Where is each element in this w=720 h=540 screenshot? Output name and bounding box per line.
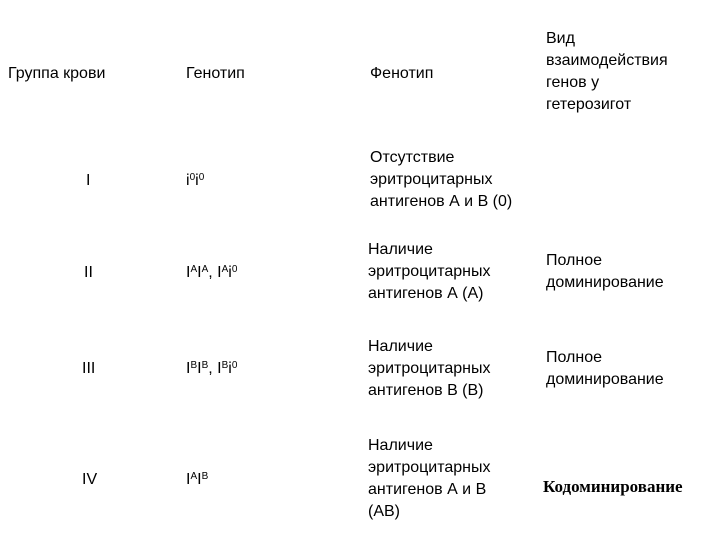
row-1-group: I (86, 172, 91, 189)
row-3-interaction (546, 347, 664, 391)
genotype-part: I (186, 360, 191, 377)
header-phenotype: Фенотип (370, 65, 434, 82)
genotype-part: I (186, 264, 191, 281)
header-interaction-line: Вид (546, 30, 575, 47)
row-3-genotype (186, 358, 237, 380)
genotype-part: i (186, 172, 190, 189)
phenotype-line: Наличие (368, 338, 433, 355)
genotype-sup: A (201, 264, 209, 275)
phenotype-line: антигенов В (В) (368, 382, 484, 399)
genotype-part: , I (208, 360, 222, 377)
phenotype-line: эритроцитарных (368, 360, 491, 377)
header-interaction-line: взаимодействия (546, 52, 668, 69)
genotype-sup: 0 (189, 172, 196, 183)
genotype-part: i (228, 264, 232, 281)
genotype-sup: A (190, 264, 198, 275)
genotype-part: I (186, 471, 191, 488)
phenotype-line: антигенов А и В (368, 481, 487, 498)
phenotype-line: (АВ) (368, 503, 400, 520)
header-genotype: Генотип (186, 65, 245, 82)
phenotype-line: эритроцитарных (368, 459, 491, 476)
genotype-part: , I (208, 264, 222, 281)
header-interaction-type (546, 28, 668, 116)
genotype-sup: B (190, 360, 198, 371)
genotype-part: i (195, 172, 199, 189)
phenotype-line: Наличие (368, 241, 433, 258)
phenotype-line: Отсутствие (370, 149, 455, 166)
genotype-sup: A (190, 471, 198, 482)
row-4-interaction: Кодоминирование (543, 477, 683, 496)
phenotype-line: эритроцитарных (370, 171, 493, 188)
genotype-sup: 0 (198, 172, 205, 183)
row-3-group: III (82, 360, 96, 377)
genotype-part: I (197, 264, 202, 281)
phenotype-line: эритроцитарных (368, 263, 491, 280)
row-3-phenotype (368, 336, 491, 402)
phenotype-line: антигенов А (А) (368, 285, 484, 302)
header-blood-group: Группа крови (8, 65, 106, 82)
interaction-line: доминирование (546, 371, 664, 388)
row-2-genotype (186, 262, 237, 284)
row-1-genotype (186, 170, 204, 192)
header-interaction-line: генов у (546, 74, 600, 91)
phenotype-line: Наличие (368, 437, 433, 454)
genotype-part: I (197, 471, 202, 488)
genotype-sup: 0 (231, 264, 238, 275)
header-interaction-line: гетерозигот (546, 96, 632, 113)
row-2-interaction (546, 250, 664, 294)
interaction-line: Полное (546, 349, 603, 366)
row-2-group: II (84, 264, 93, 281)
row-4-group: IV (82, 471, 98, 488)
genotype-sup: B (201, 360, 209, 371)
phenotype-line: антигенов А и В (0) (370, 193, 513, 210)
row-4-phenotype (368, 435, 491, 523)
genotype-part: i (228, 360, 232, 377)
genotype-sup: 0 (231, 360, 238, 371)
row-4-genotype (186, 469, 208, 491)
row-2-phenotype (368, 239, 491, 305)
genotype-part: I (197, 360, 202, 377)
genotype-sup: A (221, 264, 229, 275)
genotype-sup: B (221, 360, 229, 371)
interaction-line: Полное (546, 252, 603, 269)
interaction-line: доминирование (546, 274, 664, 291)
row-1-phenotype (370, 147, 512, 213)
genotype-sup: B (201, 471, 209, 482)
